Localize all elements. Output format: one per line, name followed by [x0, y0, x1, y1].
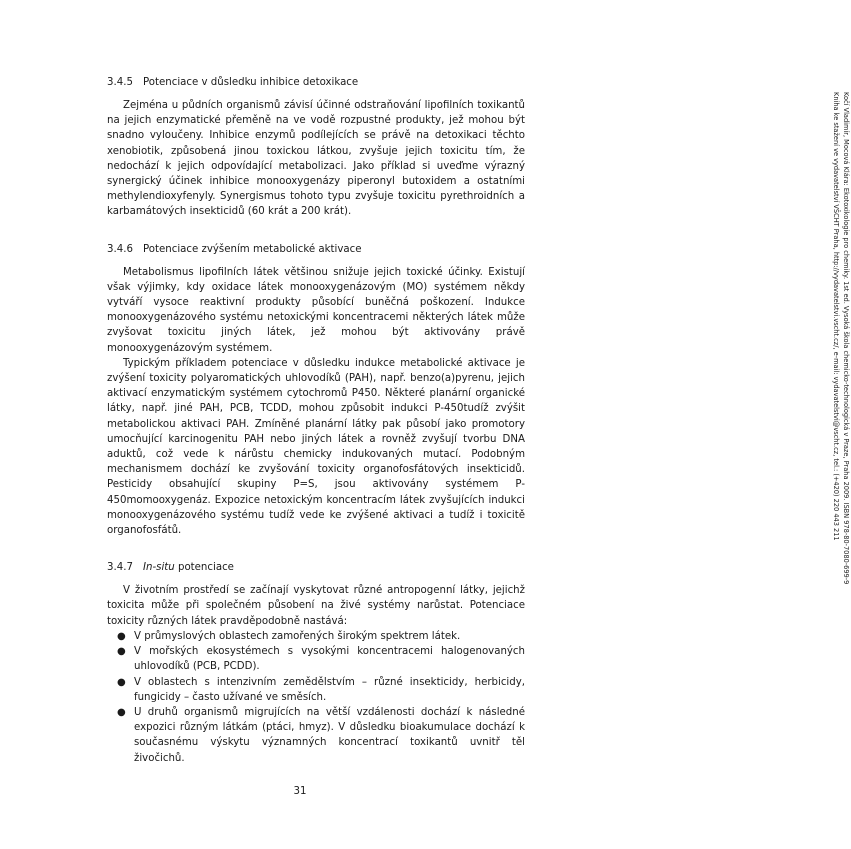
section-3-4-6	[107, 243, 525, 539]
paragraph: Metabolismus lipofilních látek většinou snižuje jejich toxické účinky. Existují však výjimky, kdy oxidace látek monooxygenázovým (MO) systémem někdy vytváří vysoce reaktivní produkty působící buněčná poškození. Indukce monooxygenázového systému netoxickými koncentracemi některých látek může zvyšovat toxicitu jiných látek, jež mohou být aktivovány právě monooxygenázovým systémem.	[107, 266, 525, 354]
page-number: 31	[293, 786, 307, 797]
section-3-4-5	[107, 76, 525, 220]
bullet-icon: ●	[117, 706, 126, 718]
side-citation-line: Kočí Vladimír, Mocová Klára: Ekotoxikologie pro chemiky. 1st ed. Vysoká škola chemicko-technologická v Praze, Praha 2009. ISBN 978-80-7080-699-9	[842, 92, 850, 585]
list-item-text: V mořských ekosystémech s vysokými koncentracemi halogenovaných uhlovodíků (PCB, PCDD).	[134, 646, 525, 673]
section-3-4-7	[107, 561, 525, 765]
list-item	[107, 675, 525, 705]
section-heading	[107, 76, 525, 90]
section-number: 3.4.6	[107, 243, 133, 255]
list-item	[107, 644, 525, 674]
list-item	[107, 705, 525, 766]
paragraph: Typickým příkladem potenciace v důsledku indukce metabolické aktivace je zvýšení toxicity polyaromatických uhlovodíků (PAH), např. benzo(a)pyrenu, jejich aktivací enzymatickým systémem cytochromů P450. Některé planární organické látky, např. jiné PAH, PCB, TCDD, mohou způsobit indukci P-450tudíž zvýšit metabolickou aktivaci PAH. Zmíněné planární látky pak působí jako promotory umocňující karcinogenitu PAH nebo jiných látek a rovněž zvyšují tvorbu DNA aduktů, což vede k nárůstu chemicky indukovaných mutací. Podobným mechanismem dochází ke zvyšování toxicity organofosfátových insekticidů. Pesticidy obsahující skupiny P=S, jsou aktivovány systémem P-450momooxygenáz. Expozice netoxickým koncentracím látek zvyšujících indukci monooxygenázového systému tudíž vede ke zvýšené aktivaci a tudíž i toxicitě organofosfátů.	[107, 357, 525, 537]
section-number: 3.4.7	[107, 562, 133, 574]
bullet-icon: ●	[117, 630, 126, 642]
list-item-text: U druhů organismů migrujících na větší vzdálenosti dochází k následné expozici různým látkám (ptáci, hmyz). V důsledku bioakumulace dochází k současnému výskytu významných koncentrací toxikantů uvnitř těl živočichů.	[134, 706, 525, 764]
list-item-text: V oblastech s intenzivním zemědělstvím – různé insekticidy, herbicidy, fungicidy – často užívané ve směsích.	[134, 676, 525, 703]
section-heading	[107, 243, 525, 257]
section-number: 3.4.5	[107, 77, 133, 88]
bullet-icon: ●	[117, 676, 126, 688]
section-title-italic: In-situ	[143, 562, 175, 574]
side-citation	[825, 92, 851, 772]
list-item	[107, 629, 525, 644]
section-heading	[107, 561, 525, 575]
section-title: Potenciace zvýšením metabolické aktivace	[143, 243, 362, 255]
bullet-icon: ●	[117, 646, 126, 658]
section-title: Potenciace v důsledku inhibice detoxikace	[143, 77, 359, 88]
paragraph: V životním prostředí se začínají vyskytovat různé antropogenní látky, jejichž toxicita může při společném působení na živé systémy narůstat. Potenciace toxicity různých látek pravděpodobně nastává:	[107, 585, 525, 627]
bullet-list	[107, 629, 525, 766]
section-title: potenciace	[174, 562, 234, 574]
side-citation-line: Kniha ke stažení ve vydavatelství VŠCHT Praha, http://vydavatelstvi.vscht.cz/, e-mail: vydavatelstvi@vscht.cz, tel.: (+420) 220 443 211	[832, 92, 840, 541]
page-content	[107, 76, 525, 789]
paragraph: Zejména u půdních organismů závisí účinné odstraňování lipofilních toxikantů na jejich enzymatické přeměně na ve vodě rozpustné produkty, jež mohou být snadno vyloučeny. Inhibice enzymů podílejících se právě na detoxikaci těchto xenobiotik, způsobená jinou toxickou látkou, zvyšuje jejich toxicitu tím, že nedochází k jejich odpovídající metabolizaci. Jako příklad si uveďme výrazný synergický účinek inhibice monooxygenázy piperonyl butoxidem a ostatními methylendioxyfenyly. Synergismus tohoto typu zvyšuje toxicitu pyrethroidních a karbamátových insekticidů (60 krát a 200 krát).	[107, 100, 525, 218]
list-item-text: V průmyslových oblastech zamořených širokým spektrem látek.	[134, 630, 461, 642]
